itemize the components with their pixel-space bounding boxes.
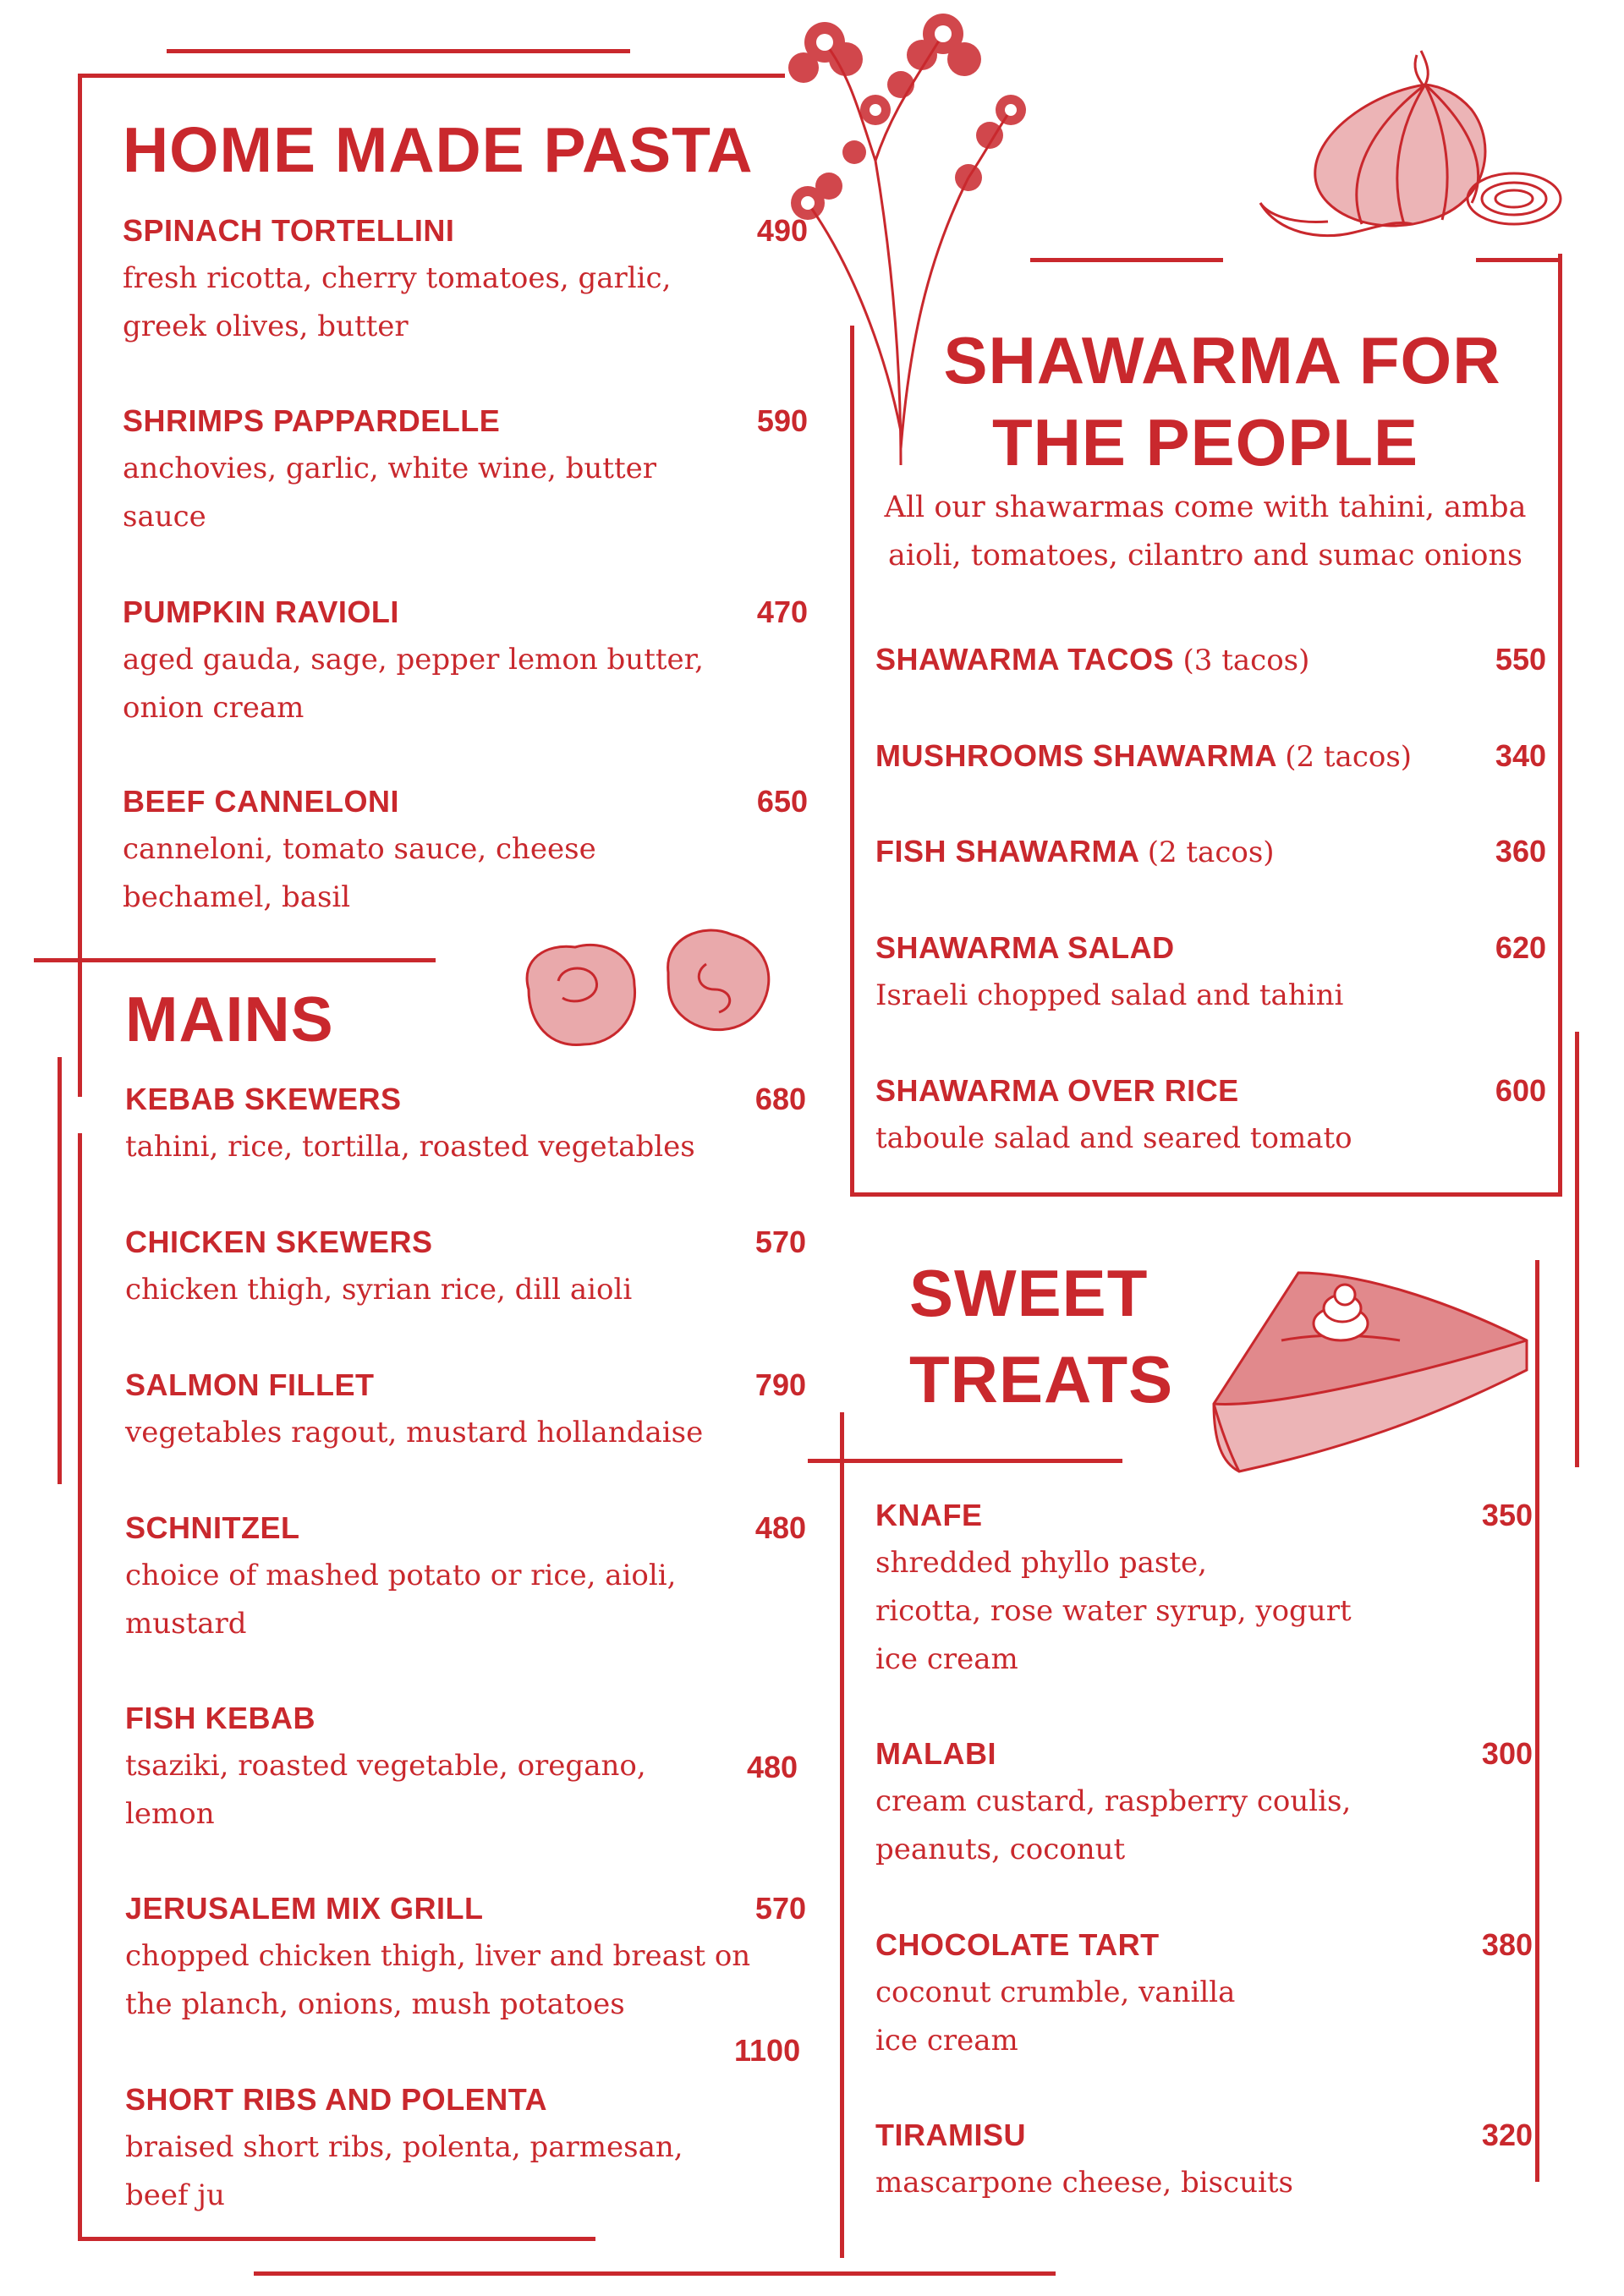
item-price: 680: [754, 1082, 806, 1116]
frame-line: [34, 958, 436, 962]
item-description: taboule salad and seared tomato: [875, 1121, 1352, 1155]
item-description: vegetables ragout, mustard hollandaise: [125, 1416, 704, 1449]
item-name: SALMON FILLET: [125, 1367, 375, 1402]
menu-item-spinach-tortellini: [123, 207, 808, 351]
item-name: CHOCOLATE TART: [875, 1927, 1160, 1962]
item-description: chopped chicken thigh, liver and breast on the planch, onions, mush potatoes: [125, 1939, 751, 2021]
shawarma-section-title: [897, 320, 1548, 484]
item-note: (2 tacos): [1147, 836, 1275, 869]
item-price: 350: [1481, 1498, 1533, 1532]
item-name: KNAFE: [875, 1498, 983, 1532]
item-description: cream custard, raspberry coulis, peanuts, coconut: [875, 1784, 1352, 1866]
item-price: 360: [1495, 834, 1546, 869]
item-price: 570: [754, 1891, 806, 1926]
item-price: 650: [756, 784, 808, 819]
item-name: BEEF CANNELONI: [123, 784, 400, 819]
sweets-title-line1: SWEET: [909, 1256, 1149, 1330]
item-name: JERUSALEM MIX GRILL: [125, 1891, 484, 1926]
item-name: SCHNITZEL: [125, 1510, 300, 1545]
item-description: coconut crumble, vanilla ice cream: [875, 1975, 1236, 2058]
item-description: mascarpone cheese, biscuits: [875, 2166, 1293, 2200]
pasta-section-title: HOME MADE PASTA: [123, 114, 754, 185]
frame-line: [850, 1192, 1562, 1197]
menu-item-shrimps-pappardelle: [123, 397, 808, 541]
menu-item-short-ribs-and-polenta: [125, 2076, 806, 2220]
menu-item-schnitzel: [125, 1504, 806, 1648]
item-description: aged gauda, sage, pepper lemon butter, onion cream: [123, 643, 704, 725]
item-name-text: MUSHROOMS SHAWARMA: [875, 738, 1276, 773]
onion-illustration: [1243, 34, 1565, 245]
item-price: 570: [754, 1225, 806, 1259]
sweets-title-line2: TREATS: [909, 1342, 1174, 1417]
item-name-text: FISH SHAWARMA: [875, 834, 1139, 869]
menu-item-shawarma-salad: [875, 924, 1546, 1020]
item-description: choice of mashed potato or rice, aioli, mustard: [125, 1559, 677, 1641]
item-description: tahini, rice, tortilla, roasted vegetables: [125, 1130, 695, 1164]
item-price: 490: [756, 213, 808, 248]
frame-line: [78, 74, 82, 1097]
item-name: FISH KEBAB: [125, 1701, 316, 1735]
item-price: 480: [754, 1510, 806, 1545]
item-price: 470: [756, 595, 808, 629]
frame-line: [78, 2237, 595, 2241]
item-description: tsaziki, roasted vegetable, oregano, lemon: [125, 1749, 646, 1831]
item-description: braised short ribs, polenta, parmesan, beef ju: [125, 2130, 683, 2212]
menu-item-salmon-fillet: [125, 1362, 806, 1457]
item-name: SHORT RIBS AND POLENTA: [125, 2082, 548, 2117]
shawarma-title-line1: SHAWARMA FOR: [943, 323, 1501, 397]
item-note: (2 tacos): [1285, 740, 1413, 774]
item-price: 340: [1495, 738, 1546, 773]
item-price: 1100: [734, 2033, 801, 2068]
menu-item-jerusalem-mix-grill: [125, 1885, 806, 2029]
item-name: [875, 828, 1275, 876]
frame-line: [1476, 258, 1562, 262]
item-description: chicken thigh, syrian rice, dill aioli: [125, 1273, 633, 1307]
item-price: 320: [1481, 2118, 1533, 2152]
item-description: Israeli chopped salad and tahini: [875, 978, 1344, 1012]
frame-line: [58, 1057, 62, 1484]
item-description: fresh ricotta, cherry tomatoes, garlic, greek olives, butter: [123, 261, 672, 343]
menu-item-chicken-skewers: [125, 1219, 806, 1314]
item-note: (3 tacos): [1182, 644, 1310, 677]
item-name-text: SHAWARMA TACOS: [875, 642, 1174, 677]
item-name: SHAWARMA SALAD: [875, 930, 1175, 965]
item-name: [875, 732, 1412, 781]
item-name: MALABI: [875, 1736, 996, 1771]
mains-section-title: MAINS: [125, 984, 334, 1055]
item-price: 790: [754, 1367, 806, 1402]
item-price: 380: [1481, 1927, 1533, 1962]
menu-item-kebab-skewers: [125, 1076, 806, 1171]
item-name: KEBAB SKEWERS: [125, 1082, 402, 1116]
item-name: SHAWARMA OVER RICE: [875, 1073, 1239, 1108]
item-description: shredded phyllo paste, ricotta, rose water syrup, yogurt ice cream: [875, 1546, 1352, 1676]
item-price: 300: [1481, 1736, 1533, 1771]
item-price: 550: [1495, 642, 1546, 677]
item-price: 480: [747, 1750, 798, 1784]
item-price: 620: [1495, 930, 1546, 965]
item-description: canneloni, tomato sauce, cheese bechamel, basil: [123, 832, 596, 914]
shawarma-title-line2: THE PEOPLE: [991, 405, 1419, 479]
frame-line: [1030, 258, 1223, 262]
menu-item-malabi: [875, 1730, 1533, 1874]
item-name: SHRIMPS PAPPARDELLE: [123, 403, 501, 438]
sweets-section-title: [909, 1250, 1173, 1422]
frame-line: [840, 1412, 844, 2258]
menu-item-shawarma-over-rice: [875, 1067, 1546, 1163]
frame-line: [808, 1459, 1122, 1463]
menu-item-beef-canneloni: [123, 778, 808, 922]
menu-item-knafe: [875, 1492, 1533, 1684]
item-name: [875, 636, 1309, 684]
item-price: 600: [1495, 1073, 1546, 1108]
item-name: CHICKEN SKEWERS: [125, 1225, 433, 1259]
item-name: SPINACH TORTELLINI: [123, 213, 455, 248]
frame-line: [78, 1133, 82, 2237]
item-name: TIRAMISU: [875, 2118, 1026, 2152]
item-price: 590: [756, 403, 808, 438]
menu-item-fish-shawarma: [875, 828, 1546, 876]
menu-item-tiramisu: [875, 2112, 1533, 2207]
frame-line: [254, 2271, 1056, 2276]
menu-item-chocolate-tart: [875, 1921, 1533, 2065]
frame-line: [1575, 1032, 1579, 1467]
pie-slice-illustration: [1205, 1239, 1544, 1493]
item-description: anchovies, garlic, white wine, butter sauce: [123, 452, 656, 534]
menu-item-pumpkin-ravioli: [123, 589, 808, 732]
menu-item-shawarma-tacos: [875, 636, 1546, 684]
menu-item-fish-kebab: [125, 1695, 806, 1838]
shawarma-intro: All our shawarmas come with tahini, amba aioli, tomatoes, cilantro and sumac onions: [884, 490, 1527, 573]
frame-line: [1558, 254, 1562, 1197]
tortellini-illustration: [512, 909, 782, 1078]
item-name: PUMPKIN RAVIOLI: [123, 595, 399, 629]
menu-item-mushrooms-shawarma: [875, 732, 1546, 781]
frame-line: [167, 49, 630, 53]
frame-line: [78, 74, 785, 78]
